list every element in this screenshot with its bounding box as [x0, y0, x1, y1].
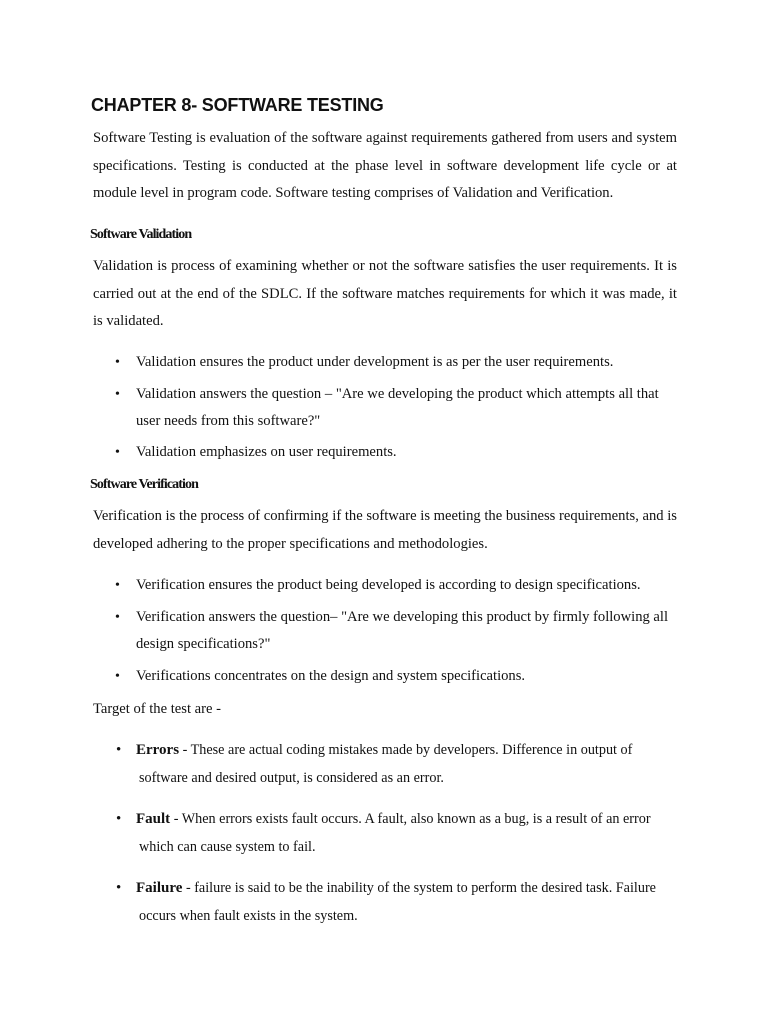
- target-term-fault: Fault: [136, 811, 171, 827]
- validation-heading: Software Validation: [90, 227, 192, 242]
- bullet-text: Verifications concentrates on the design and system specifications.: [136, 668, 526, 684]
- target-description-line: - failure is said to be the inability of the system to perform the desired task. Failure: [182, 880, 656, 896]
- bullet-text: Verification ensures the product being developed is according to design specifications.: [136, 577, 641, 593]
- bullet-text: [136, 736, 676, 792]
- target-description-line: which can cause system to fail.: [139, 839, 316, 855]
- bullet-icon: •: [116, 742, 122, 758]
- bullet-text: Verification answers the question– "Are we developing this product by firmly following all design specifications?": [136, 609, 669, 652]
- bullet-icon: •: [115, 387, 120, 402]
- target-term-errors: Errors: [136, 742, 180, 758]
- target-term-failure: Failure: [136, 880, 183, 896]
- bullet-icon: •: [115, 578, 120, 593]
- intro-paragraph: Software Testing is evaluation of the software against requirements gathered from users and system specifications. Testing is conducted at the phase level in software development life cycle or at module level in program code. Software testing comprises of Validation and Verification.: [93, 130, 677, 201]
- bullet-text: Validation emphasizes on user requirements.: [136, 444, 397, 460]
- bullet-icon: •: [116, 811, 122, 827]
- verification-heading: Software Verification: [90, 477, 198, 492]
- target-description-line: - These are actual coding mistakes made by developers. Difference in output of: [179, 742, 633, 758]
- bullet-text: [136, 805, 676, 861]
- bullet-icon: •: [115, 355, 120, 370]
- targets-intro: Target of the test are -: [93, 701, 221, 717]
- target-description-line: - When errors exists fault occurs. A fault, also known as a bug, is a result of an error: [170, 811, 651, 827]
- chapter-title: CHAPTER 8- SOFTWARE TESTING: [91, 95, 384, 115]
- target-description-line: software and desired output, is considered as an error.: [139, 770, 444, 786]
- validation-paragraph: Validation is process of examining whether or not the software satisfies the user requirements. It is carried out at the end of the SDLC. If the software matches requirements for which it was made, it is validated.: [93, 258, 677, 329]
- target-description-line: occurs when fault exists in the system.: [139, 908, 358, 924]
- bullet-text: Validation answers the question – "Are we developing the product which attempts all that user needs from this software?": [136, 386, 659, 429]
- verification-paragraph: Verification is the process of confirming if the software is meeting the business requirements, and is developed adhering to the proper specifications and methodologies.: [93, 508, 677, 552]
- bullet-icon: •: [115, 445, 120, 460]
- bullet-icon: •: [115, 669, 120, 684]
- bullet-text: [136, 874, 676, 930]
- bullet-icon: •: [116, 880, 122, 896]
- bullet-text: Validation ensures the product under development is as per the user requirements.: [136, 354, 614, 370]
- bullet-icon: •: [115, 610, 120, 625]
